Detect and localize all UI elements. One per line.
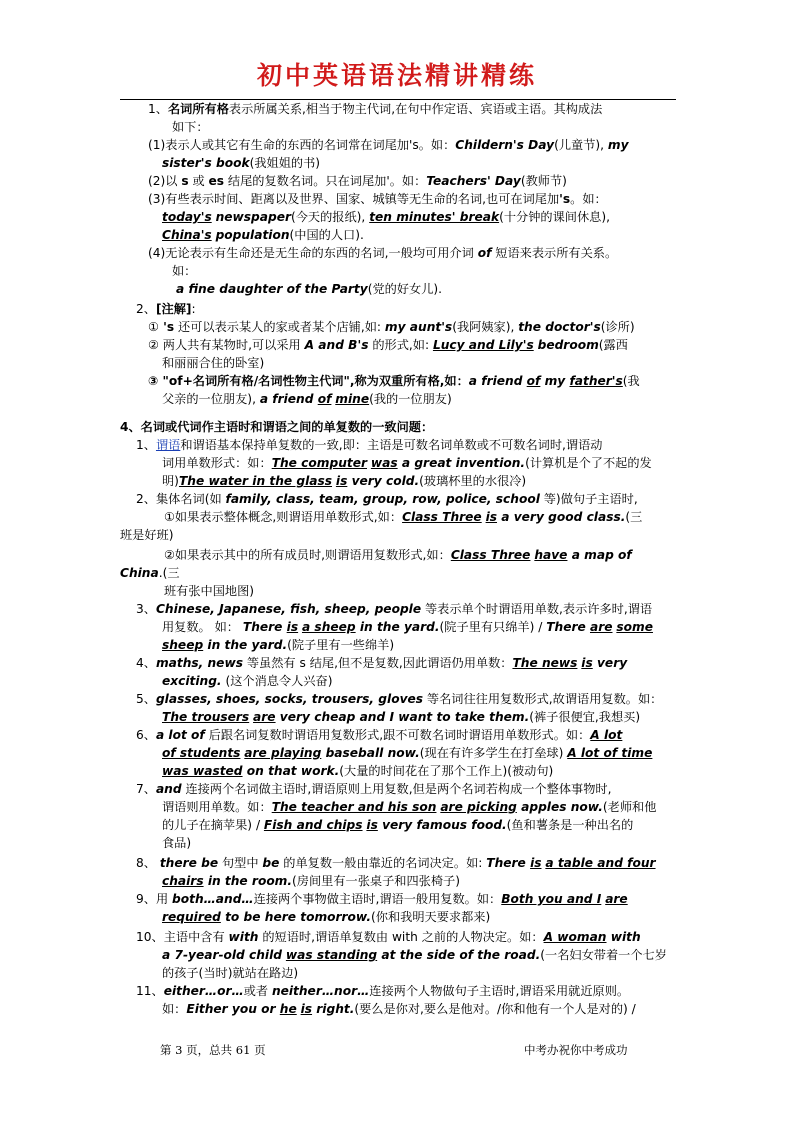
text-segment: A and B's — [304, 338, 369, 352]
text-segment: s — [181, 174, 189, 188]
text-segment: 1、 — [136, 438, 156, 452]
text-line — [172, 118, 209, 136]
text-segment: The trousers — [162, 710, 250, 724]
text-segment: 短语来表示所有关系。 — [491, 246, 618, 260]
page-number: 第 3 页，总共 61 页 — [160, 1043, 266, 1057]
text-segment: in the yard. — [355, 620, 440, 634]
text-segment: (教师节) — [520, 174, 567, 188]
text-segment: Lucy and Lily's — [432, 338, 534, 352]
text-segment: are — [589, 620, 613, 634]
text-segment: (玻璃杯里的水很冷) — [419, 474, 527, 488]
text-segment: Class Three — [402, 510, 482, 524]
text-segment: a lot of — [155, 728, 205, 742]
text-line — [136, 854, 656, 872]
text-segment: 连接两个人物做句子主语时,谓语采用就近原则。 — [369, 984, 630, 998]
text-segment: a great invention. — [397, 456, 526, 470]
text-line — [148, 318, 635, 336]
text-segment: (1)表示人或其它有生命的东西的名词常在词尾加's。如： — [148, 138, 456, 152]
text-line — [162, 1000, 636, 1018]
text-segment: 的形式,如: — [368, 338, 433, 352]
text-segment: ①如果表示整体概念,则谓语用单数形式,如： — [164, 510, 403, 524]
text-segment: my — [607, 138, 629, 152]
text-segment: sheep — [162, 638, 204, 652]
text-line — [172, 262, 196, 280]
text-line — [120, 526, 174, 544]
text-line — [136, 890, 628, 908]
text-segment: (我 — [622, 374, 640, 388]
text-line — [164, 508, 642, 526]
text-segment: 结尾的复数名词。只在词尾加'。如： — [224, 174, 427, 188]
text-segment: China's — [162, 228, 212, 242]
text-segment: very cold. — [347, 474, 420, 488]
text-segment: very — [592, 656, 628, 670]
text-segment: 。如： — [570, 192, 607, 206]
text-segment: a table and four — [545, 856, 656, 870]
text-line — [162, 908, 490, 926]
text-line — [120, 418, 433, 436]
text-line — [148, 190, 607, 208]
text-segment: and — [155, 782, 182, 796]
text-segment: 等)做句子主语时, — [539, 492, 638, 506]
text-segment: he — [279, 1002, 297, 1016]
text-line — [136, 982, 629, 1000]
text-segment: some — [616, 620, 653, 634]
text-segment: 连接两个名词做主语时,谓语原则上用复数,但是两个名词若构成一个整体事物时, — [181, 782, 612, 796]
text-segment: 的单复数一般由靠近的名词决定。如: — [279, 856, 487, 870]
text-segment: very cheap and I want to take them. — [275, 710, 530, 724]
text-segment: a very good class. — [497, 510, 626, 524]
text-segment: is — [335, 474, 348, 488]
text-line — [162, 354, 264, 372]
text-segment: a friend — [259, 392, 318, 406]
text-line — [136, 726, 622, 744]
text-segment: (儿童节), — [554, 138, 608, 152]
text-line — [148, 244, 617, 262]
text-segment: a sheep — [301, 620, 356, 634]
text-segment: very famous food. — [377, 818, 507, 832]
text-segment: 如下： — [172, 120, 209, 134]
text-line — [162, 208, 610, 226]
text-segment: is — [286, 620, 299, 634]
text-segment: 班是好班) — [120, 528, 174, 542]
text-segment: with — [228, 930, 259, 944]
text-segment: The news — [512, 656, 578, 670]
text-segment: population — [215, 228, 290, 242]
text-segment: (三 — [625, 510, 643, 524]
text-segment: There — [242, 620, 287, 634]
text-line — [136, 600, 652, 618]
text-segment: ① — [148, 320, 159, 334]
text-segment: in the yard. — [203, 638, 288, 652]
text-segment: A lot — [590, 728, 623, 742]
text-line — [176, 280, 442, 298]
text-segment: (大量的时间花在了那个工作上)(被动句) — [339, 764, 554, 778]
text-segment: are picking — [440, 800, 517, 814]
text-segment: 9、用 — [136, 892, 173, 906]
text-segment: 6、 — [136, 728, 156, 742]
text-segment: (3)有些表示时间、距离以及世界、国家、城镇等无生命的名词,也可在词尾加 — [148, 192, 560, 206]
text-segment: apples now. — [516, 800, 603, 814]
text-segment: The computer — [271, 456, 367, 470]
text-line — [136, 300, 196, 318]
text-segment: 's — [158, 320, 175, 334]
text-segment: a 7-year-old child — [162, 948, 283, 962]
text-segment: (2)以 — [148, 174, 182, 188]
text-segment: 句型中 — [218, 856, 263, 870]
text-segment: (要么是你对,要么是他对。/你和他有一个人是对的) / — [354, 1002, 636, 1016]
text-line — [162, 154, 320, 172]
text-segment: either…or… — [163, 984, 244, 998]
text-segment: sister's book — [162, 156, 250, 170]
page-title: 初中英语语法精讲精练 — [256, 61, 537, 90]
text-line — [162, 472, 526, 490]
text-segment: 4、名词或代词作主语时和谓语之间的单复数的一致问题： — [120, 420, 434, 434]
text-segment: is — [530, 856, 542, 870]
text-segment: (裤子很便宜,我想买) — [529, 710, 641, 724]
text-segment: (房间里有一张桌子和四张椅子) — [292, 874, 460, 888]
text-segment: .(三 — [158, 566, 180, 580]
text-segment: 2、 — [136, 302, 156, 316]
text-segment: (我阿姨家), — [452, 320, 519, 334]
text-segment: (党的好女儿). — [367, 282, 443, 296]
text-segment: of — [526, 374, 541, 388]
text-segment: 等虽然有 s 结尾,但不是复数,因此谓语仍用单数： — [242, 656, 513, 670]
text-segment: 明) — [162, 474, 179, 488]
text-segment: 的儿子在摘苹果) / — [162, 818, 264, 832]
text-segment: 的短语时,谓语单复数由 with 之前的人物决定。如： — [258, 930, 544, 944]
text-line — [162, 454, 652, 472]
text-segment: 或者 — [243, 984, 272, 998]
text-segment: is — [485, 510, 498, 524]
text-segment: 3、 — [136, 602, 156, 616]
text-segment: 5、 — [136, 692, 156, 706]
text-segment: 7、 — [136, 782, 156, 796]
text-segment: (现在有许多学生在打垒球) — [419, 746, 568, 760]
text-segment: 名词所有格 — [167, 102, 229, 116]
text-segment: (院子里有只绵羊) / — [439, 620, 547, 634]
text-segment: both…and… — [172, 892, 254, 906]
text-segment: 和谓语基本保持单复数的一致,即：主语是可数名词单数或不可数名词时,谓语动 — [180, 438, 603, 452]
text-segment: (十分钟的课间休息), — [499, 210, 610, 224]
text-segment: of — [317, 392, 332, 406]
text-segment: (老师和他 — [602, 800, 657, 814]
text-line — [162, 226, 364, 244]
text-segment: 11、 — [136, 984, 164, 998]
text-segment: the doctor's — [518, 320, 601, 334]
text-segment: with — [606, 930, 641, 944]
text-line — [162, 798, 656, 816]
text-segment: family, class, team, group, row, police, school — [225, 492, 540, 506]
text-segment: Both you and I — [501, 892, 602, 906]
text-segment: 连接两个事物做主语时,谓语一般用复数。如： — [253, 892, 502, 906]
text-line — [162, 964, 298, 982]
text-segment: ten minutes' break — [369, 210, 500, 224]
text-segment: es — [208, 174, 225, 188]
text-line — [162, 390, 452, 408]
text-segment: 8、 — [136, 856, 160, 870]
text-line — [148, 372, 640, 390]
text-segment: newspaper — [215, 210, 291, 224]
text-segment: 和丽丽合住的卧室) — [162, 356, 265, 370]
text-line — [162, 708, 640, 726]
text-line — [162, 618, 653, 636]
text-segment: today's — [162, 210, 212, 224]
text-segment: : — [191, 302, 196, 316]
text-segment: There — [546, 620, 590, 634]
text-segment: (一名妇女带着一个七岁 — [540, 948, 667, 962]
text-segment: (这个消息令人兴奋) — [221, 674, 333, 688]
text-segment: (你和我明天要求都来) — [371, 910, 491, 924]
text-segment: Teachers' Day — [426, 174, 521, 188]
text-segment: The teacher and his son — [271, 800, 437, 814]
text-line — [162, 946, 667, 964]
text-segment: baseball now. — [321, 746, 420, 760]
text-segment: there be — [159, 856, 219, 870]
text-segment: 食品) — [162, 836, 192, 850]
text-segment: China — [120, 566, 159, 580]
text-segment: 等名词往往用复数形式,故谓语用复数。如： — [423, 692, 663, 706]
text-segment: 父亲的一位朋友), — [162, 392, 260, 406]
text-segment: (今天的报纸), — [290, 210, 370, 224]
text-segment: ③ "of+名词所有格/名词性物主代词",称为双重所有格,如： — [148, 374, 469, 388]
text-segment: Class Three — [450, 548, 531, 562]
text-segment: or — [261, 1002, 280, 1016]
text-segment: of — [477, 246, 492, 260]
text-line — [162, 744, 652, 762]
text-segment: Childern's Day — [455, 138, 555, 152]
text-segment: 谓语则用单数。如： — [162, 800, 272, 814]
text-line — [162, 672, 332, 690]
text-segment: 词用单数形式：如： — [162, 456, 272, 470]
text-line — [162, 762, 553, 780]
text-segment: a friend — [468, 374, 527, 388]
text-segment: 如： — [172, 264, 197, 278]
text-segment: father's — [569, 374, 623, 388]
text-line — [162, 872, 460, 890]
text-segment: (我姐姐的书) — [249, 156, 321, 170]
text-segment: bedroom — [537, 338, 599, 352]
text-segment: 10、主语中含有 — [136, 930, 229, 944]
text-segment: 的孩子(当时)就站在路边) — [162, 966, 299, 980]
text-segment: on that work. — [242, 764, 340, 778]
text-line — [162, 816, 633, 834]
text-segment: Chinese, Japanese, fish, sheep, people — [155, 602, 422, 616]
text-segment: 表示所属关系,相当于物主代词,在句中作定语、宾语或主语。其构成法 — [228, 102, 603, 116]
text-segment: (中国的人口). — [289, 228, 364, 242]
text-segment: at the side of the road. — [377, 948, 541, 962]
text-segment: of students — [162, 746, 241, 760]
text-segment: (计算机是个了不起的发 — [525, 456, 652, 470]
text-segment: neither…nor… — [271, 984, 370, 998]
text-segment: A lot of time — [567, 746, 653, 760]
text-line — [148, 136, 629, 154]
text-segment: is — [300, 1002, 313, 1016]
text-segment: are — [253, 710, 276, 724]
text-line — [164, 582, 254, 600]
text-segment: 后跟名词复数时谓语用复数形式,跟不可数名词时谓语用单数形式。如： — [204, 728, 591, 742]
text-line — [148, 100, 602, 118]
text-line — [120, 564, 180, 582]
text-segment: are — [605, 892, 628, 906]
text-segment: (院子里有一些绵羊) — [287, 638, 395, 652]
text-line — [162, 636, 394, 654]
text-line — [136, 654, 627, 672]
text-segment: A woman — [543, 930, 607, 944]
text-segment: in the room. — [203, 874, 293, 888]
text-segment: glasses, shoes, socks, trousers, gloves — [155, 692, 424, 706]
text-line — [136, 690, 662, 708]
text-segment: mine — [335, 392, 370, 406]
text-segment: 班有张中国地图) — [164, 584, 255, 598]
text-segment: was wasted — [162, 764, 243, 778]
text-line — [148, 172, 567, 190]
text-segment: my aunt's — [384, 320, 453, 334]
text-segment: a map of — [567, 548, 632, 562]
text-segment: was — [370, 456, 398, 470]
text-segment: (露西 — [598, 338, 628, 352]
text-line — [136, 928, 641, 946]
text-segment: The water in the glass — [178, 474, 333, 488]
footer-slogan: 中考办祝你中考成功 — [524, 1043, 628, 1057]
text-segment: 或 — [188, 174, 209, 188]
text-segment: (诊所) — [600, 320, 635, 334]
text-segment: (4)无论表示有生命还是无生命的东西的名词,一般均可用介词 — [148, 246, 478, 260]
text-segment: be — [262, 856, 280, 870]
text-segment: (我的一位朋友) — [369, 392, 452, 406]
text-segment: 2、集体名词(如 — [136, 492, 226, 506]
text-segment: Either you — [186, 1002, 262, 1016]
text-segment: was standing — [285, 948, 378, 962]
text-line — [136, 436, 602, 454]
text-segment: a fine daughter of the Party — [176, 282, 368, 296]
link-text[interactable]: 谓语 — [155, 438, 181, 452]
text-segment: required — [162, 910, 221, 924]
text-segment: 如： — [162, 1002, 187, 1016]
text-segment: is — [581, 656, 593, 670]
text-segment: 用复数。 如： — [162, 620, 243, 634]
text-segment: is — [366, 818, 378, 832]
text-segment: 还可以表示某人的家或者某个店铺,如: — [174, 320, 385, 334]
text-line — [162, 834, 191, 852]
text-segment: There — [486, 856, 531, 870]
text-segment: maths, news — [155, 656, 243, 670]
text-segment: 1、 — [148, 102, 168, 116]
text-segment: to be here tomorrow. — [220, 910, 372, 924]
text-line — [136, 490, 638, 508]
text-segment: chairs — [162, 874, 204, 888]
text-line — [136, 780, 611, 798]
text-segment: 等表示单个时谓语用单数,表示许多时,谓语 — [421, 602, 653, 616]
text-segment: 's — [559, 192, 571, 206]
text-segment: Fish and chips — [263, 818, 363, 832]
text-segment: my — [540, 374, 570, 388]
text-segment: have — [534, 548, 568, 562]
text-segment: exciting. — [162, 674, 222, 688]
text-line — [148, 336, 628, 354]
text-segment: ②如果表示其中的所有成员时,则谓语用复数形式,如： — [164, 548, 451, 562]
text-line — [164, 546, 632, 564]
text-segment: right. — [312, 1002, 355, 1016]
text-segment: [注解] — [155, 302, 192, 316]
text-segment: 4、 — [136, 656, 156, 670]
text-segment: (鱼和薯条是一种出名的 — [506, 818, 634, 832]
text-segment: are playing — [244, 746, 322, 760]
text-segment: ② 两人共有某物时,可以采用 — [148, 338, 305, 352]
